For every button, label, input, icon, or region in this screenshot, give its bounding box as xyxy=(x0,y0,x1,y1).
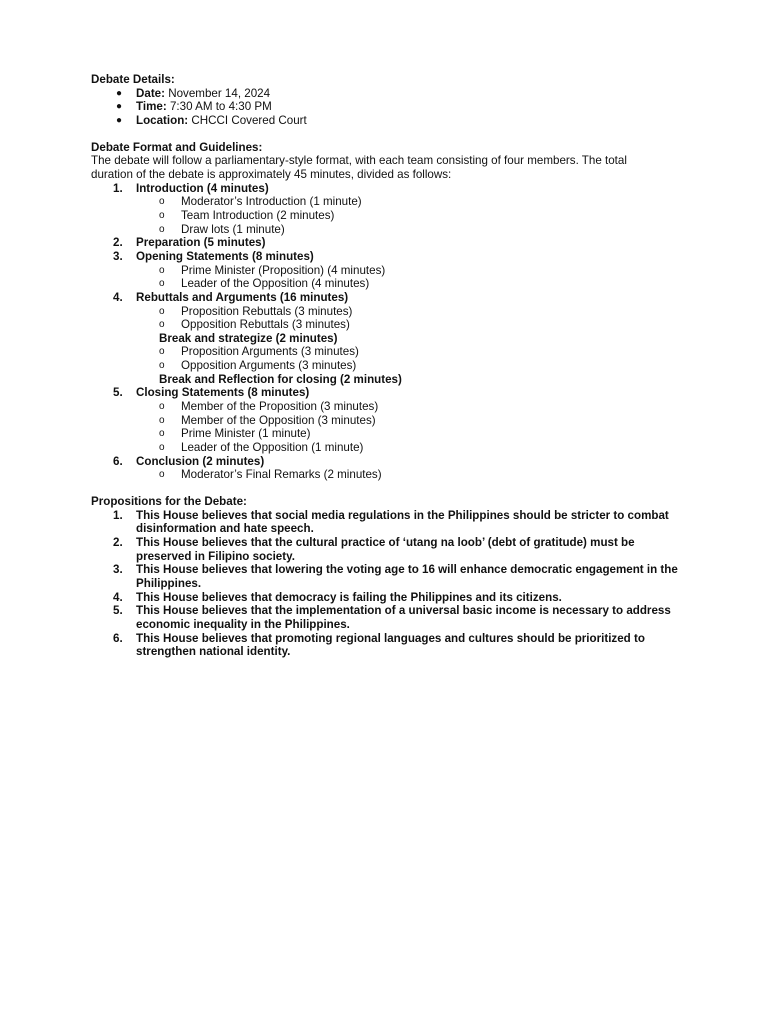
sub-item-text: Leader of the Opposition (4 minutes) xyxy=(181,277,370,291)
format-section xyxy=(91,250,691,264)
proposition-item xyxy=(91,632,691,659)
proposition-number: 6. xyxy=(113,631,123,645)
sub-item-text: Moderator’s Introduction (1 minute) xyxy=(181,195,362,209)
bullet-icon: ● xyxy=(116,87,123,99)
sub-item-text: Member of the Opposition (3 minutes) xyxy=(181,413,376,427)
sub-item-text: Team Introduction (2 minutes) xyxy=(181,208,335,222)
circle-bullet-icon: o xyxy=(159,209,165,221)
section-sub-item xyxy=(91,400,691,414)
section-number: 4. xyxy=(113,290,123,304)
proposition-text: This House believes that the cultural practice of ‘utang na loob’ (debt of gratitude) must be preserved in Filipino society. xyxy=(136,536,635,563)
detail-value: 7:30 AM to 4:30 PM xyxy=(169,100,272,114)
section-title: Introduction (4 minutes) xyxy=(136,181,269,195)
sub-item-text: Leader of the Opposition (1 minute) xyxy=(181,441,364,455)
bullet-icon: ● xyxy=(116,101,123,113)
circle-bullet-icon: o xyxy=(159,346,165,358)
proposition-text: This House believes that democracy is failing the Philippines and its citizens. xyxy=(136,590,562,604)
section-sub-item xyxy=(91,468,691,482)
details-heading: Debate Details: xyxy=(91,73,175,86)
format-intro: The debate will follow a parliamentary-style format, with each team consisting of four members. The total duration of the debate is approximately 45 minutes, divided as follows: xyxy=(91,154,627,181)
section-number: 5. xyxy=(113,386,123,400)
format-section xyxy=(91,455,691,469)
section-sub-item xyxy=(91,318,691,332)
sub-item-text: Prime Minister (Proposition) (4 minutes) xyxy=(181,263,386,277)
circle-bullet-icon: o xyxy=(159,278,165,290)
circle-bullet-icon: o xyxy=(159,196,165,208)
section-sub-item xyxy=(91,414,691,428)
proposition-number: 5. xyxy=(113,604,123,618)
proposition-number: 3. xyxy=(113,563,123,577)
section-sub-item xyxy=(91,441,691,455)
propositions-heading: Propositions for the Debate: xyxy=(91,495,247,509)
section-number: 1. xyxy=(113,181,123,195)
section-title: Conclusion (2 minutes) xyxy=(136,454,265,468)
break-note: Break and Reflection for closing (2 minutes) xyxy=(159,372,402,386)
details-item-time xyxy=(91,100,691,114)
section-sub-item xyxy=(91,305,691,319)
circle-bullet-icon: o xyxy=(159,401,165,413)
circle-bullet-icon: o xyxy=(159,442,165,454)
circle-bullet-icon: o xyxy=(159,223,165,235)
detail-label: Location: xyxy=(136,113,189,127)
sub-item-text: Opposition Arguments (3 minutes) xyxy=(181,359,357,373)
section-number: 2. xyxy=(113,236,123,250)
proposition-item xyxy=(91,563,691,590)
detail-value: CHCCI Covered Court xyxy=(191,113,307,127)
proposition-item xyxy=(91,536,691,563)
section-title: Preparation (5 minutes) xyxy=(136,236,266,250)
format-section xyxy=(91,182,691,196)
detail-label: Time: xyxy=(136,100,167,114)
proposition-number: 4. xyxy=(113,590,123,604)
section-sub-item xyxy=(91,427,691,441)
circle-bullet-icon: o xyxy=(159,319,165,331)
proposition-number: 2. xyxy=(113,536,123,549)
document-content xyxy=(91,73,691,659)
break-note: Break and strategize (2 minutes) xyxy=(159,331,338,345)
section-title: Opening Statements (8 minutes) xyxy=(136,249,314,263)
sub-item-text: Proposition Arguments (3 minutes) xyxy=(181,345,359,359)
sub-item-text: Prime Minister (1 minute) xyxy=(181,427,311,441)
circle-bullet-icon: o xyxy=(159,469,165,481)
section-sub-item xyxy=(91,264,691,278)
section-sub-item xyxy=(91,223,691,237)
section-title: Closing Statements (8 minutes) xyxy=(136,386,310,400)
proposition-text: This House believes that promoting regional languages and cultures should be prioritized to strengthen national identity. xyxy=(136,631,645,659)
circle-bullet-icon: o xyxy=(159,414,165,426)
sub-item-text: Member of the Proposition (3 minutes) xyxy=(181,400,379,414)
circle-bullet-icon: o xyxy=(159,264,165,276)
format-section xyxy=(91,236,691,250)
sub-item-text: Draw lots (1 minute) xyxy=(181,222,285,236)
section-sub-item xyxy=(91,209,691,223)
format-section xyxy=(91,291,691,305)
section-sub-item xyxy=(91,359,691,373)
proposition-item xyxy=(91,591,691,605)
sub-item-text: Proposition Rebuttals (3 minutes) xyxy=(181,304,353,318)
format-section xyxy=(91,386,691,400)
details-item-date xyxy=(91,87,691,101)
proposition-number: 1. xyxy=(113,508,123,522)
proposition-item xyxy=(91,604,691,631)
section-title: Rebuttals and Arguments (16 minutes) xyxy=(136,290,349,304)
section-number: 6. xyxy=(113,454,123,468)
circle-bullet-icon: o xyxy=(159,305,165,317)
section-sub-item xyxy=(91,195,691,209)
section-sub-item xyxy=(91,277,691,291)
detail-label: Date: xyxy=(136,86,165,100)
proposition-text: This House believes that the implementation of a universal basic income is necessary to address economic inequality in the Philippines. xyxy=(136,604,671,631)
sub-item-text: Moderator’s Final Remarks (2 minutes) xyxy=(181,468,382,482)
section-number: 3. xyxy=(113,249,123,263)
bullet-icon: ● xyxy=(116,114,123,126)
format-heading: Debate Format and Guidelines: xyxy=(91,140,263,154)
circle-bullet-icon: o xyxy=(159,428,165,440)
section-sub-item xyxy=(91,345,691,359)
proposition-text: This House believes that lowering the voting age to 16 will enhance democratic engagement in the Philippines. xyxy=(136,563,678,590)
proposition-item xyxy=(91,509,691,536)
details-item-location xyxy=(91,114,691,128)
circle-bullet-icon: o xyxy=(159,360,165,372)
proposition-text: This House believes that social media regulations in the Philippines should be stricter to combat disinformation and hate speech. xyxy=(136,508,669,536)
detail-value: November 14, 2024 xyxy=(168,86,271,100)
sub-item-text: Opposition Rebuttals (3 minutes) xyxy=(181,318,350,332)
